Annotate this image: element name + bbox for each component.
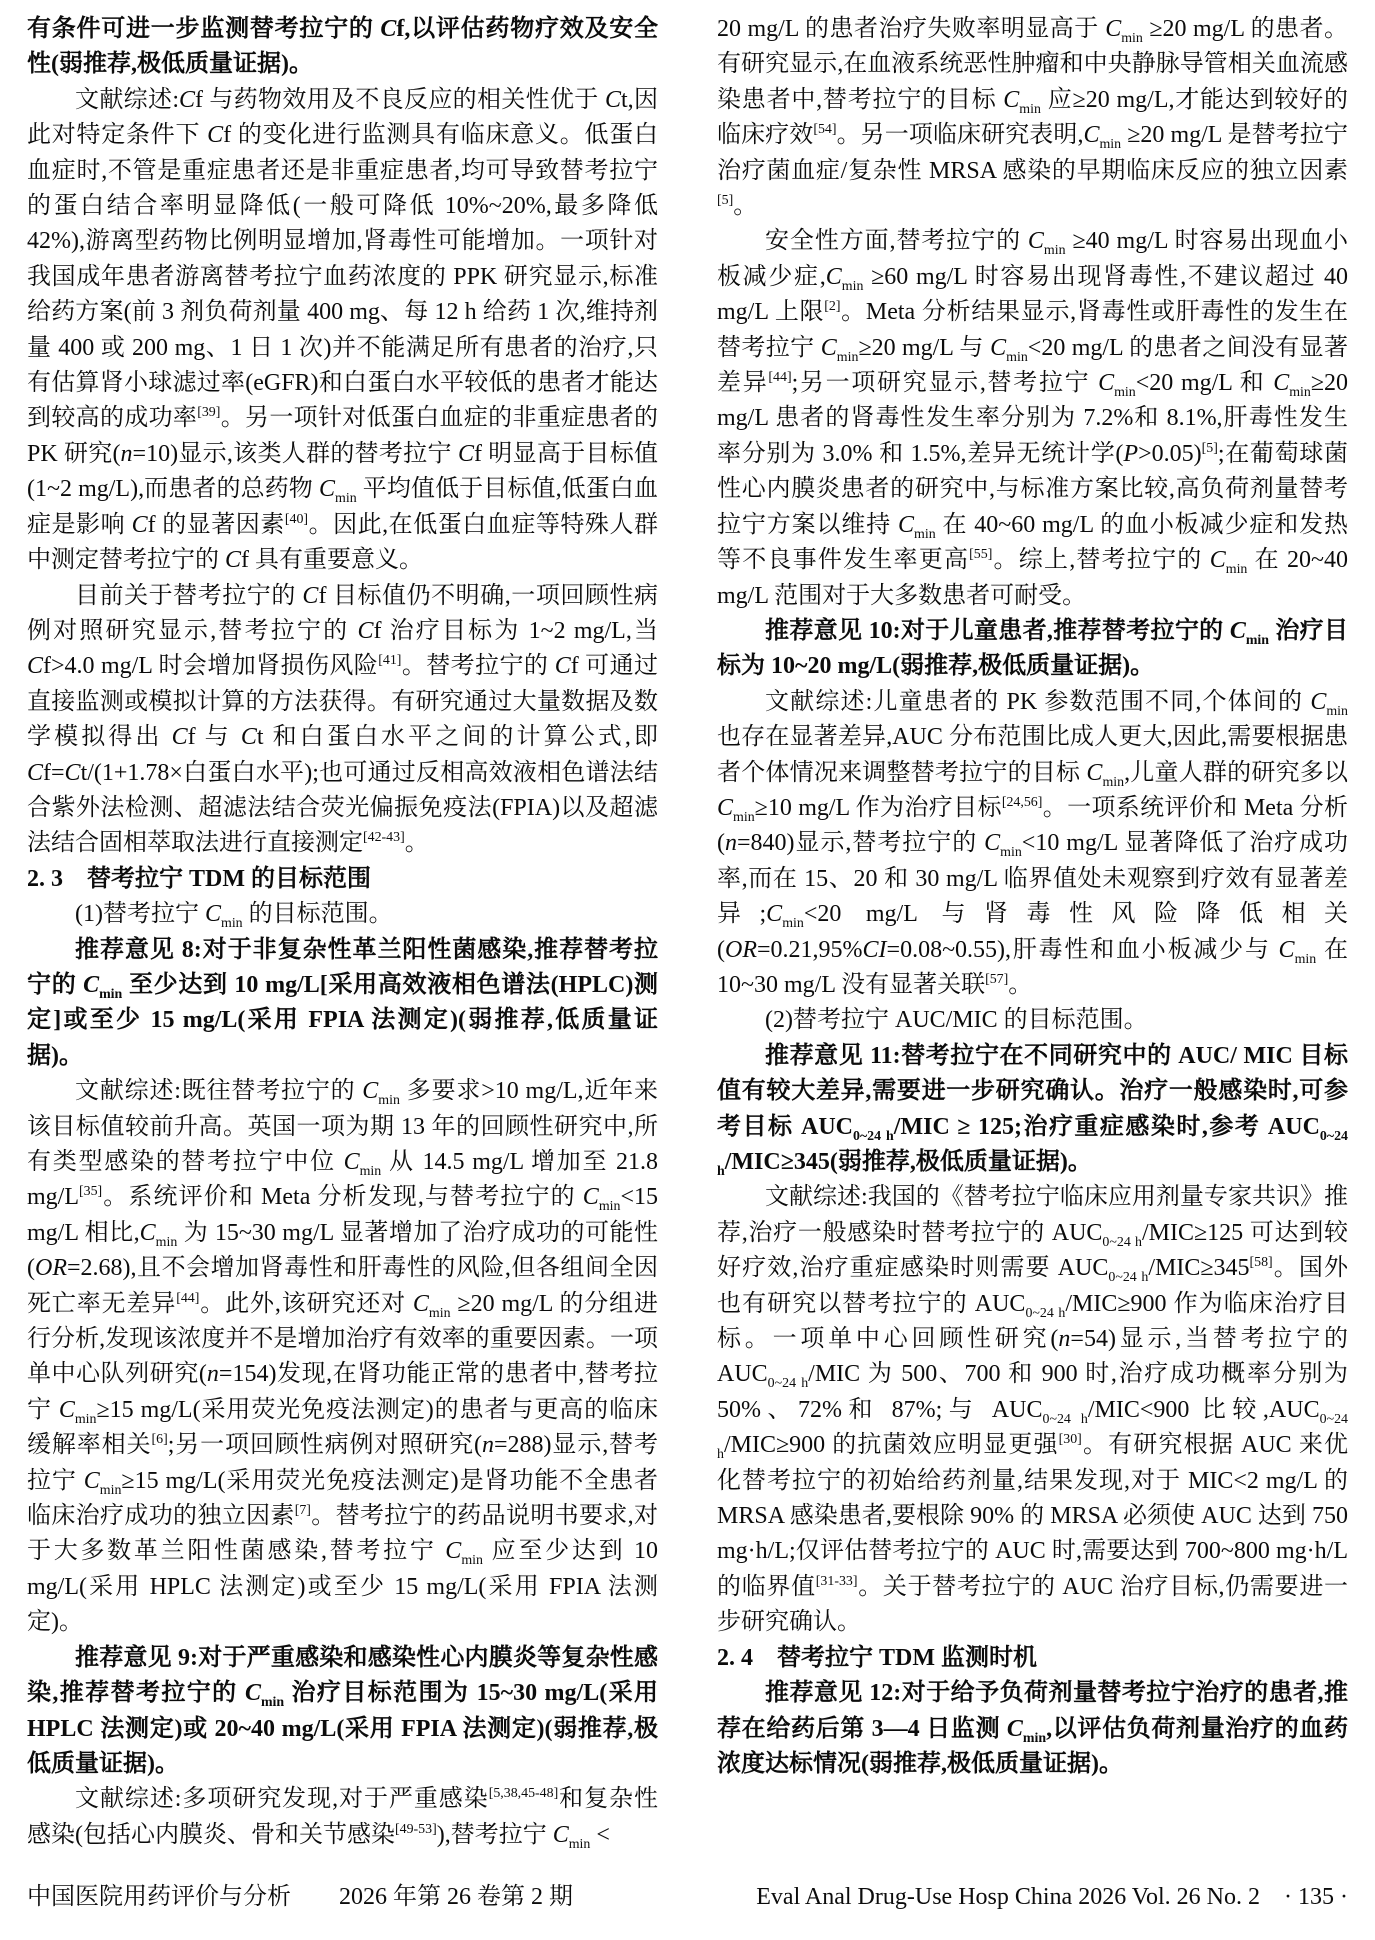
para-rec10-literature-review: 文献综述:儿童患者的 PK 参数范围不同,个体间的 $C_{min}$ 也存在显著差异,AUC 分布范围比成人更大,因此,需要根据患者个体情况来调整替考拉宁的目标 $C_{min}$,儿童人群的研究多以 $C_{min}\ge 10$ mg/L 作为治疗目标[24,56]。一项系统评价和 Meta 分析(n=840)显示,替考拉宁的 $C_{min}<10$ mg/L 显著降低了治疗成功率,而在 15、20 和 30 mg/L 临界值处未观察到疗效有显著差异$;C_{min}<20$ mg/L 与肾毒性风险降低相关(OR=0.21,95%CI=0.08~0.55),肝毒性和血小板减少与 $C_{min}$ 在 10~30 mg/L 没有显著关联[57]。 xyxy=(717,688,1349,998)
footer-journal-title-en-page-number: Eval Anal Drug-Use Hosp China 2026 Vol. 26 No. 2 · 135 · xyxy=(756,1884,1348,1910)
recommendation-8: 推荐意见 8:对于非复杂性革兰阳性菌感染,推荐替考拉宁的 $C_{min}$ 至少达到 10 mg/L[采用高效液相色谱法(HPLC)测定]或至少 15 mg/L(采用 FPIA 法测定)(弱推荐,低质量证据)。 xyxy=(27,936,659,1069)
para-cmin-target-intro: (1)替考拉宁 $C_{min}$ 的目标范围。 xyxy=(75,901,393,931)
recommendation-12: 推荐意见 12:对于给予负荷剂量替考拉宁治疗的患者,推荐在给药后第 3—4 日监测 $C_{min}$,以评估负荷剂量治疗的血药浓度达标情况(弱推荐,极低质量证据)。 xyxy=(717,1680,1349,1777)
recommendation-10: 推荐意见 10:对于儿童患者,推荐替考拉宁的 $C_{min}$ 治疗目标为 10~20 mg/L(弱推荐,极低质量证据)。 xyxy=(717,617,1349,680)
para-cf-target-discussion: 目前关于替考拉宁的 Cf 目标值仍不明确,一项回顾性病例对照研究显示,替考拉宁的 Cf 治疗目标为 1~2 mg/L,当Cf>4.0 mg/L 时会增加肾损伤风险[41]。替考拉宁的 Cf 可通过直接监测或模拟计算的方法获得。有研究通过大量数据及数学模拟得出 Cf 与 Ct 和白蛋白水平之间的计算公式,即 Cf=Ct/(1+1.78×白蛋白水平);也可通过反相高效液相色谱法结合紫外法检测、超滤法结合荧光偏振免疫法(FPIA)以及超滤法结合固相萃取法进行直接测定[42-43]。 xyxy=(27,582,659,857)
para-cf-recommendation-tail: 有条件可进一步监测替考拉宁的 Cf,以评估药物疗效及安全性(弱推荐,极低质量证据)。 xyxy=(27,16,658,78)
para-rec8-literature-review: 文献综述:既往替考拉宁的 $C_{min}$ 多要求>10 mg/L,近年来该目标值较前升高。英国一项为期 13 年的回顾性研究中,所有类型感染的替考拉宁中位 $C_{min}$ 从 14.5 mg/L 增加至 21.8 mg/L[35]。系统评价和 Meta 分析发现,与替考拉宁的 $C_{min}<15$ mg/L 相比$,C_{min}$ 为 15~30 mg/L 显著增加了治疗成功的可能性(OR=2.68),且不会增加肾毒性和肝毒性的风险,但各组间全因死亡率无差异[44]。此外,该研究还对 $C_{min} \ge 20$ mg/L 的分组进行分析,发现该浓度并不是增加治疗有效率的重要因素。一项单中心队列研究(n=154)发现,在肾功能正常的患者中,替考拉宁 $C_{min}\ge 15$ mg/L(采用荧光免疫法测定)的患者与更高的临床缓解率相关[6];另一项回顾性病例对照研究(n=288)显示,替考拉宁 $C_{min}\ge 15$ mg/L(采用荧光免疫法测定)是肾功能不全患者临床治疗成功的独立因素[7]。替考拉宁的药品说明书要求,对于大多数革兰阳性菌感染,替考拉宁 $C_{min}$ 应至少达到 10 mg/L(采用 HPLC 法测定)或至少 15 mg/L(采用 FPIA 法测定)。 xyxy=(27,1078,659,1636)
para-rec9-literature-review-start: 文献综述:多项研究发现,对于严重感染[5,38,45-48]和复杂性感染(包括心内膜炎、骨和关节感染[49-53]),替考拉宁 $C_{min}$ < xyxy=(27,1786,658,1852)
recommendation-9: 推荐意见 9:对于严重感染和感染性心内膜炎等复杂性感染,推荐替考拉宁的 $C_{min}$ 治疗目标范围为 15~30 mg/L(采用 HPLC 法测定)或 20~40 mg/L(采用 FPIA 法测定)(弱推荐,极低质量证据)。 xyxy=(27,1644,659,1777)
para-auc-mic-intro: (2)替考拉宁 AUC/MIC 的目标范围。 xyxy=(765,1007,1148,1034)
left-column xyxy=(27,12,658,1853)
para-rec11-literature-review: 文献综述:我国的《替考拉宁临床应用剂量专家共识》推荐,治疗一般感染时替考拉宁的 $AUC_{0\sim 24 h}/MIC\ge 125$ 可达到较好疗效,治疗重症感染时则需要 $AUC_{0\sim 24 h}/MIC\ge 345[58]$。国外也有研究以替考拉宁的 $AUC_{0\sim 24 h}/MIC\ge 900$ 作为临床治疗目标。一项单中心回顾性研究(n=54)显示,当替考拉宁的 $AUC_{0\sim 24 h}$/MIC 为 500、700 和 900 时,治疗成功概率分别为 50%、72%和 87%;与 $AUC_{0\sim 24 h}/MIC<900$ 比较$,AUC_{0\sim 24 h}/MIC\ge 900$ 的抗菌效应明显更强[30]。有研究根据 AUC 来优化替考拉宁的初始给药剂量,结果发现,对于 MIC<2 mg/L 的 MRSA 感染患者,要根除 90% 的 MRSA 必须使 AUC 达到 750 mg·h/L;仅评估替考拉宁的 AUC 时,需要达到 700~800 mg·h/L 的临界值[31-33]。关于替考拉宁的 AUC 治疗目标,仍需要进一步研究确认。 xyxy=(717,1184,1349,1636)
footer-journal-title-cn: 中国医院用药评价与分析 2026 年第 26 卷第 2 期 xyxy=(27,1884,573,1910)
section-heading-2-4: 2. 4 替考拉宁 TDM 监测时机 xyxy=(717,1644,1037,1671)
two-column-text-area xyxy=(27,12,1348,1853)
right-column xyxy=(717,12,1348,1853)
section-heading-2-3: 2. 3 替考拉宁 TDM 的目标范围 xyxy=(27,865,371,892)
para-safety-review: 安全性方面,替考拉宁的 $C_{min} \ge 40$ mg/L 时容易出现血小板减少症$,C_{min} \ge 60$ mg/L 时容易出现肾毒性,不建议超过 40 mg/L 上限[2]。Meta 分析结果显示,肾毒性或肝毒性的发生在替考拉宁 $C_{min}\ge 20$ mg/L 与 $C_{min}<20$ mg/L 的患者之间没有显著差异[44];另一项研究显示,替考拉宁 $C_{min}<20$ mg/L 和 $C_{min}\ge 20$ mg/L 患者的肾毒性发生率分别为 7.2%和 8.1%,肝毒性发生率分别为 3.0% 和 1.5%,差异无统计学(P>0.05)[5];在葡萄球菌性心内膜炎患者的研究中,与标准方案比较,高负荷剂量替考拉宁方案以维持 $C_{min}$ 在 40~60 mg/L 的血小板减少症和发热等不良事件发生率更高[55]。综上,替考拉宁的 $C_{min}$ 在 20~40 mg/L 范围对于大多数患者可耐受。 xyxy=(717,228,1349,609)
recommendation-11: 推荐意见 11:替考拉宁在不同研究中的 AUC/ MIC 目标值有较大差异,需要进一步研究确认。治疗一般感染时,可参考目标 $AUC_{0\sim 24 h}$/MIC ≥ 125;治疗重症感染时,参考 $AUC_{0\sim 24 h}/MIC\ge 345$(弱推荐,极低质量证据)。 xyxy=(717,1042,1348,1179)
para-cf-literature-review: 文献综述:Cf 与药物效用及不良反应的相关性优于 Ct,因此对特定条件下 Cf 的变化进行监测具有临床意义。低蛋白血症时,不管是重症患者还是非重症患者,均可导致替考拉宁的蛋白结合率明显降低(一般可降低 10%~20%,最多降低 42%),游离型药物比例明显增加,肾毒性可能增加。一项针对我国成年患者游离替考拉宁血药浓度的 PPK 研究显示,标准给药方案(前 3 剂负荷剂量 400 mg、每 12 h 给药 1 次,维持剂量 400 或 200 mg、1 日 1 次)并不能满足所有患者的治疗,只有估算肾小球滤过率(eGFR)和白蛋白水平较低的患者才能达到较高的成功率[39]。另一项针对低蛋白血症的非重症患者的 PK 研究(n=10)显示,该类人群的替考拉宁 Cf 明显高于目标值(1~2 mg/L),而患者的总药物 $C_{min}$ 平均值低于目标值,低蛋白血症是影响 Cf 的显著因素[40]。因此,在低蛋白血症等特殊人群中测定替考拉宁的 Cf 具有重要意义。 xyxy=(27,86,659,574)
para-rec9-literature-review-cont: 20 mg/L 的患者治疗失败率明显高于 $C_{min} \ge 20$ mg/L 的患者。有研究显示,在血液系统恶性肿瘤和中央静脉导管相关血流感染患者中,替考拉宁的目标 $C_{min}$ 应≥20 mg/L,才能达到较好的临床疗效[54]。另一项临床研究表明$,C_{min} \ge 20$ mg/L 是替考拉宁治疗菌血症/复杂性 MRSA 感染的早期临床反应的独立因素[5]。 xyxy=(717,16,1349,220)
page-footer xyxy=(27,1876,1348,1911)
